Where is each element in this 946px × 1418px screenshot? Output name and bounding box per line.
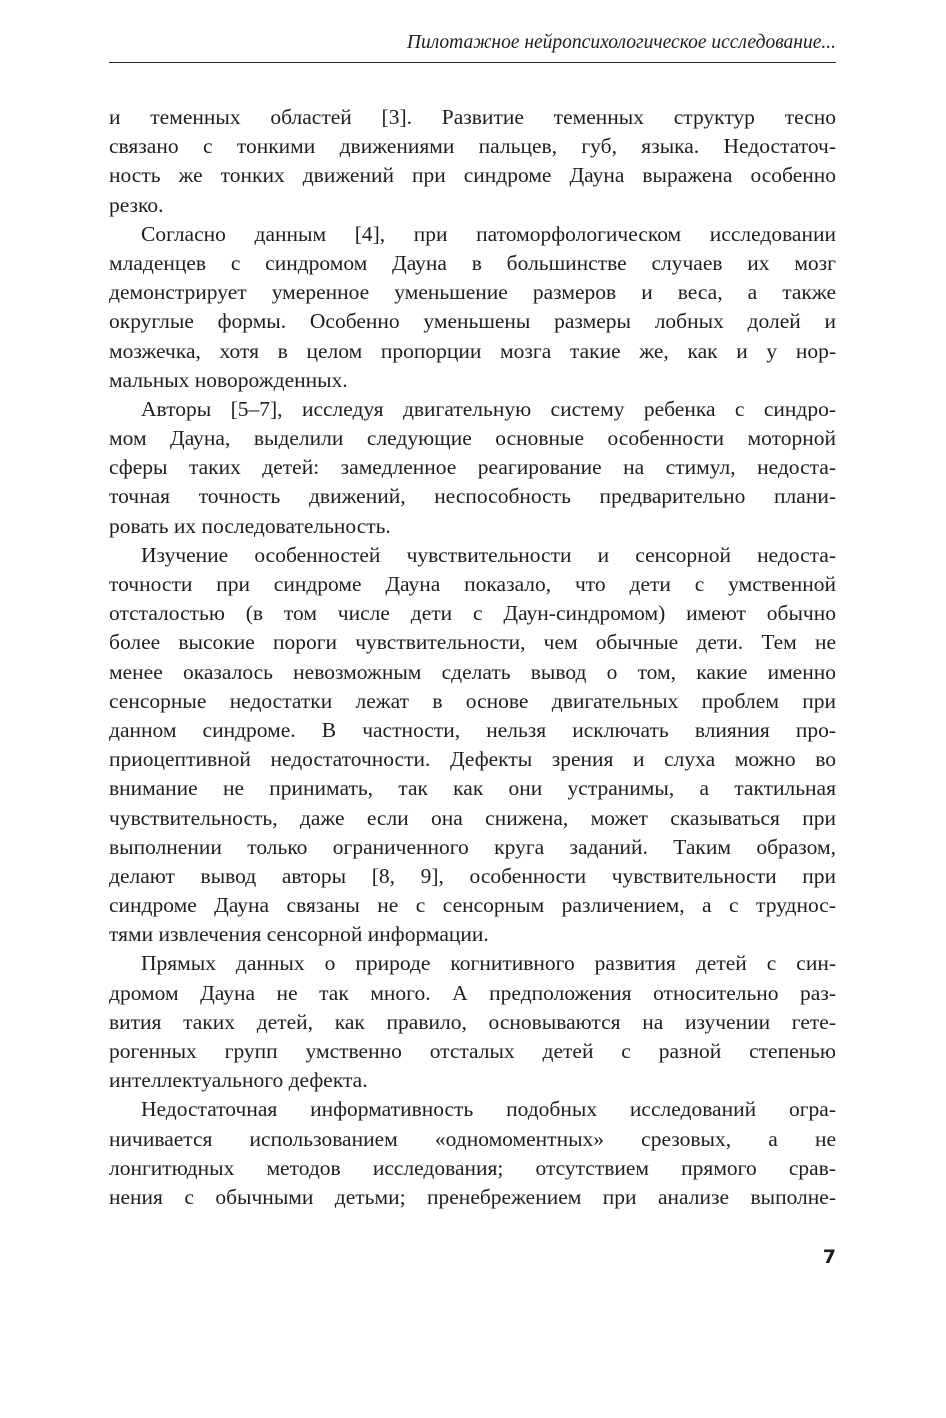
text-line: Авторы [5–7], исследуя двигательную систему ребенка с синдро- <box>141 396 836 421</box>
text-line: связано с тонкими движениями пальцев, губ, языка. Недостаточ- <box>109 134 836 159</box>
text-line: тями извлечения сенсорной информации. <box>109 922 489 947</box>
text-line: выполнении только ограниченного круга заданий. Таким образом, <box>109 834 836 859</box>
text-line: точности при синдроме Дауна показало, что дети с умственной <box>109 572 836 596</box>
text-line: демонстрирует умеренное уменьшение размеров и веса, а также <box>109 280 836 305</box>
text-line: приоцептивной недостаточности. Дефекты зрения и слуха можно во <box>109 747 836 772</box>
text-line: ровать их последовательность. <box>109 513 391 538</box>
running-header: Пилотажное нейропсихологическое исследование... <box>406 32 836 53</box>
text-line: сенсорные недостатки лежат в основе двигательных проблем при <box>109 688 836 713</box>
text-line: менее оказалось невозможным сделать вывод о том, какие именно <box>109 659 836 684</box>
text-line: дромом Дауна не так много. А предположения относительно раз- <box>109 980 836 1005</box>
text-line: интеллектуального дефекта. <box>109 1068 368 1093</box>
text-line: лонгитюдных методов исследования; отсутствием прямого срав- <box>109 1155 836 1180</box>
text-line: Изучение особенностей чувствительности и сенсорной недоста- <box>141 542 836 567</box>
text-line: нения с обычными детьми; пренебрежением при анализе выполне- <box>109 1184 836 1209</box>
text-line: вития таких детей, как правило, основываются на изучении гете- <box>109 1009 836 1034</box>
text-line: внимание не принимать, так как они устранимы, а тактильная <box>109 776 836 801</box>
text-line: сферы таких детей: замедленное реагирование на стимул, недоста- <box>109 455 836 480</box>
text-line: рогенных групп умственно отсталых детей с разной степенью <box>109 1039 836 1063</box>
paragraph <box>109 220 836 395</box>
text-line: более высокие пороги чувствительности, чем обычные дети. Тем не <box>109 630 836 655</box>
text-line: данном синдроме. В частности, нельзя исключать влияния про- <box>109 717 836 742</box>
body-text <box>109 103 836 1212</box>
paragraph <box>109 949 836 1095</box>
text-line: Прямых данных о природе когнитивного развития детей с син- <box>141 951 836 976</box>
text-line: точная точность движений, неспособность предварительно плани- <box>109 484 836 509</box>
header-divider <box>109 62 836 63</box>
text-line: и теменных областей [3]. Развитие теменных структур тесно <box>109 105 836 129</box>
text-line: мозжечка, хотя в целом пропорции мозга такие же, как и у нор- <box>109 338 836 363</box>
text-line: отсталостью (в том числе дети с Даун-синдромом) имеют обычно <box>109 601 836 626</box>
text-line: мом Дауна, выделили следующие основные особенности моторной <box>109 426 836 451</box>
text-line: резко. <box>109 192 164 217</box>
text-line: Согласно данным [4], при патоморфологическом исследовании <box>141 221 836 246</box>
text-line: синдроме Дауна связаны не с сенсорным различением, а с труднос- <box>109 893 836 918</box>
text-line: ничивается использованием «одномоментных» срезовых, а не <box>109 1126 836 1151</box>
text-line: младенцев с синдромом Дауна в большинстве случаев их мозг <box>109 250 836 275</box>
paragraph <box>109 541 836 950</box>
paragraph <box>109 103 836 220</box>
paragraph <box>109 1095 836 1212</box>
paragraph <box>109 395 836 541</box>
text-line: округлые формы. Особенно уменьшены размеры лобных долей и <box>109 309 836 334</box>
text-line: ность же тонких движений при синдроме Дауна выражена особенно <box>109 163 836 188</box>
text-line: Недостаточная информативность подобных исследований огра- <box>141 1097 836 1122</box>
text-line: мальных новорожденных. <box>109 367 348 392</box>
page-number: 7 <box>822 1246 836 1268</box>
text-line: делают вывод авторы [8, 9], особенности чувствительности при <box>109 863 836 888</box>
text-line: чувствительность, даже если она снижена, может сказываться при <box>109 805 836 830</box>
